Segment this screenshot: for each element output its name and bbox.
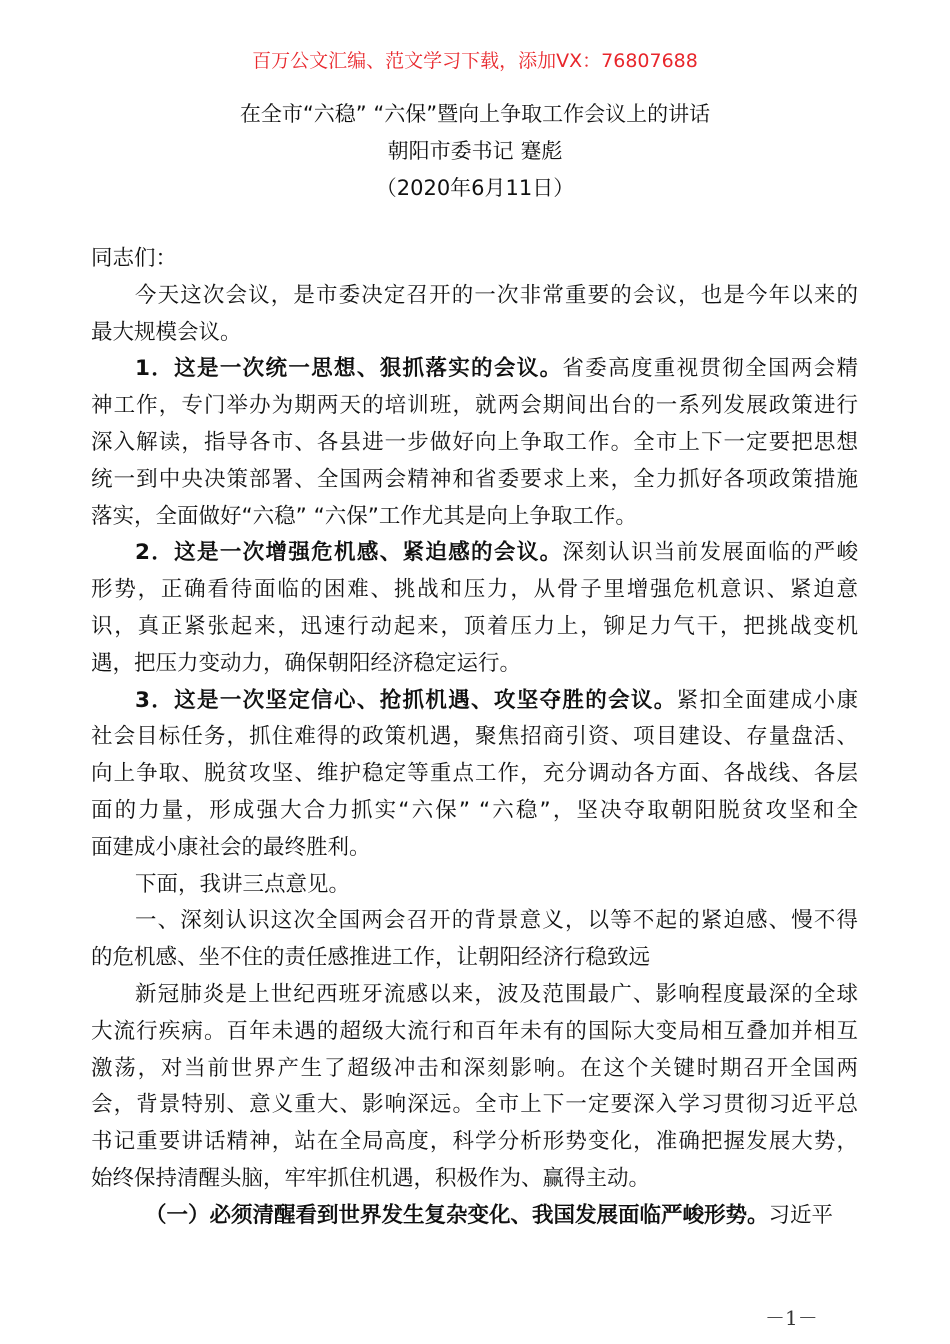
line-text: 识，真正紧张起来，迅速行动起来，顶着压力上，铆足力气干，把挑战变机 [91, 613, 858, 639]
line-text: 紧扣全面建成小康 [676, 687, 858, 713]
paragraph-line [91, 315, 858, 352]
paragraph [91, 867, 858, 904]
paragraph-line [91, 867, 858, 904]
document-body [91, 241, 858, 1235]
paragraph-line [91, 1124, 858, 1161]
paragraph-line [91, 683, 858, 720]
paragraph-line [91, 1087, 858, 1124]
line-text: 下面，我讲三点意见。 [135, 871, 351, 897]
paragraph-line [91, 535, 858, 572]
paragraph-line [91, 940, 858, 977]
paragraph-line [91, 719, 858, 756]
paragraph-line [91, 499, 858, 536]
line-text: 统一到中央决策部署、全国两会精神和省委要求上来，全力抓好各项政策措施 [91, 466, 858, 492]
paragraph-line [91, 462, 858, 499]
paragraph-line [91, 572, 858, 609]
paragraph [91, 683, 858, 867]
line-text: 书记重要讲话精神，站在全局高度，科学分析形势变化，准确把握发展大势， [91, 1129, 858, 1155]
paragraph-line [91, 351, 858, 388]
paragraph-line [91, 1051, 858, 1088]
line-text: 省委高度重视贯彻全国两会精 [562, 356, 858, 382]
line-text: 一、深刻认识这次全国两会召开的背景意义，以等不起的紧迫感、慢不得 [135, 908, 858, 934]
paragraph-lead: 3．这是一次坚定信心、抢抓机遇、攻坚夺胜的会议。 [135, 687, 677, 713]
line-text: 形势，正确看待面临的困难、挑战和压力，从骨子里增强危机意识、紧迫意 [91, 577, 858, 603]
line-text: 落实，全面做好“六稳” “六保”工作尤其是向上争取工作。 [91, 503, 637, 529]
paragraph [91, 1198, 858, 1235]
page-number: －1－ [765, 1306, 818, 1330]
paragraph-line [91, 756, 858, 793]
document-title: 在全市“六稳” “六保”暨向上争取工作会议上的讲话 [239, 102, 711, 126]
paragraph-line [91, 793, 858, 830]
paragraph-line [91, 388, 858, 425]
line-text: 激荡，对当前世界产生了超级冲击和深刻影响。在这个关键时期召开全国两 [91, 1055, 858, 1081]
line-text: 会，背景特别、意义重大、影响深远。全市上下一定要深入学习贯彻习近平总 [91, 1092, 858, 1118]
paragraph-lead: （一）必须清醒看到世界发生复杂变化、我国发展面临严峻形势。 [145, 1202, 769, 1228]
paragraph-line [91, 646, 858, 683]
paragraph-line [91, 903, 858, 940]
paragraph [91, 903, 858, 977]
paragraph [91, 977, 858, 1198]
salutation: 同志们： [91, 246, 178, 271]
paragraph-line [91, 977, 858, 1014]
paragraph [91, 351, 858, 535]
line-text: 始终保持清醒头脑，牢牢抓住机遇，积极作为、赢得主动。 [91, 1165, 651, 1191]
line-text: 习近平 [768, 1202, 834, 1228]
paragraph [91, 535, 858, 682]
document-date: （2020年6月11日） [375, 176, 575, 200]
paragraph-line [91, 609, 858, 646]
paragraph-line [91, 1161, 858, 1198]
line-text: 大流行疾病。百年未遇的超级大流行和百年未有的国际大变局相互叠加并相互 [91, 1018, 858, 1044]
line-text: 面建成小康社会的最终胜利。 [91, 834, 371, 860]
line-text: 社会目标任务，抓住难得的政策机遇，聚焦招商引资、项目建设、存量盘活、 [91, 724, 858, 750]
line-text: 向上争取、脱贫攻坚、维护稳定等重点工作，充分调动各方面、各战线、各层 [91, 761, 858, 787]
paragraph-lead: 1．这是一次统一思想、狠抓落实的会议。 [135, 356, 563, 382]
watermark-banner: 百万公文汇编、范文学习下载，添加VX：76807688 [252, 50, 698, 72]
line-text: 神工作，专门举办为期两天的培训班，就两会期间出台的一系列发展政策进行 [91, 393, 858, 419]
line-text: 新冠肺炎是上世纪西班牙流感以来，波及范围最广、影响程度最深的全球 [135, 981, 858, 1007]
line-text: 最大规模会议。 [91, 319, 242, 345]
paragraph-line [91, 425, 858, 462]
line-text: 遇，把压力变动力，确保朝阳经济稳定运行。 [91, 650, 522, 676]
paragraph [91, 278, 858, 352]
line-text: 深入解读，指导各市、各县进一步做好向上争取工作。全市上下一定要把思想 [91, 429, 858, 455]
paragraph-line [91, 1014, 858, 1051]
line-text: 深刻认识当前发展面临的严峻 [562, 540, 858, 566]
paragraph-line [91, 830, 858, 867]
line-text: 今天这次会议，是市委决定召开的一次非常重要的会议，也是今年以来的 [135, 282, 858, 308]
paragraph-line [91, 1198, 858, 1235]
paragraph-line [91, 278, 858, 315]
line-text: 的危机感、坐不住的责任感推进工作，让朝阳经济行稳致远 [91, 945, 651, 971]
document-author: 朝阳市委书记 蹇彪 [387, 139, 563, 163]
paragraph-lead: 2．这是一次增强危机感、紧迫感的会议。 [135, 540, 563, 566]
line-text: 面的力量，形成强大合力抓实“六保” “六稳”，坚决夺取朝阳脱贫攻坚和全 [91, 797, 858, 823]
